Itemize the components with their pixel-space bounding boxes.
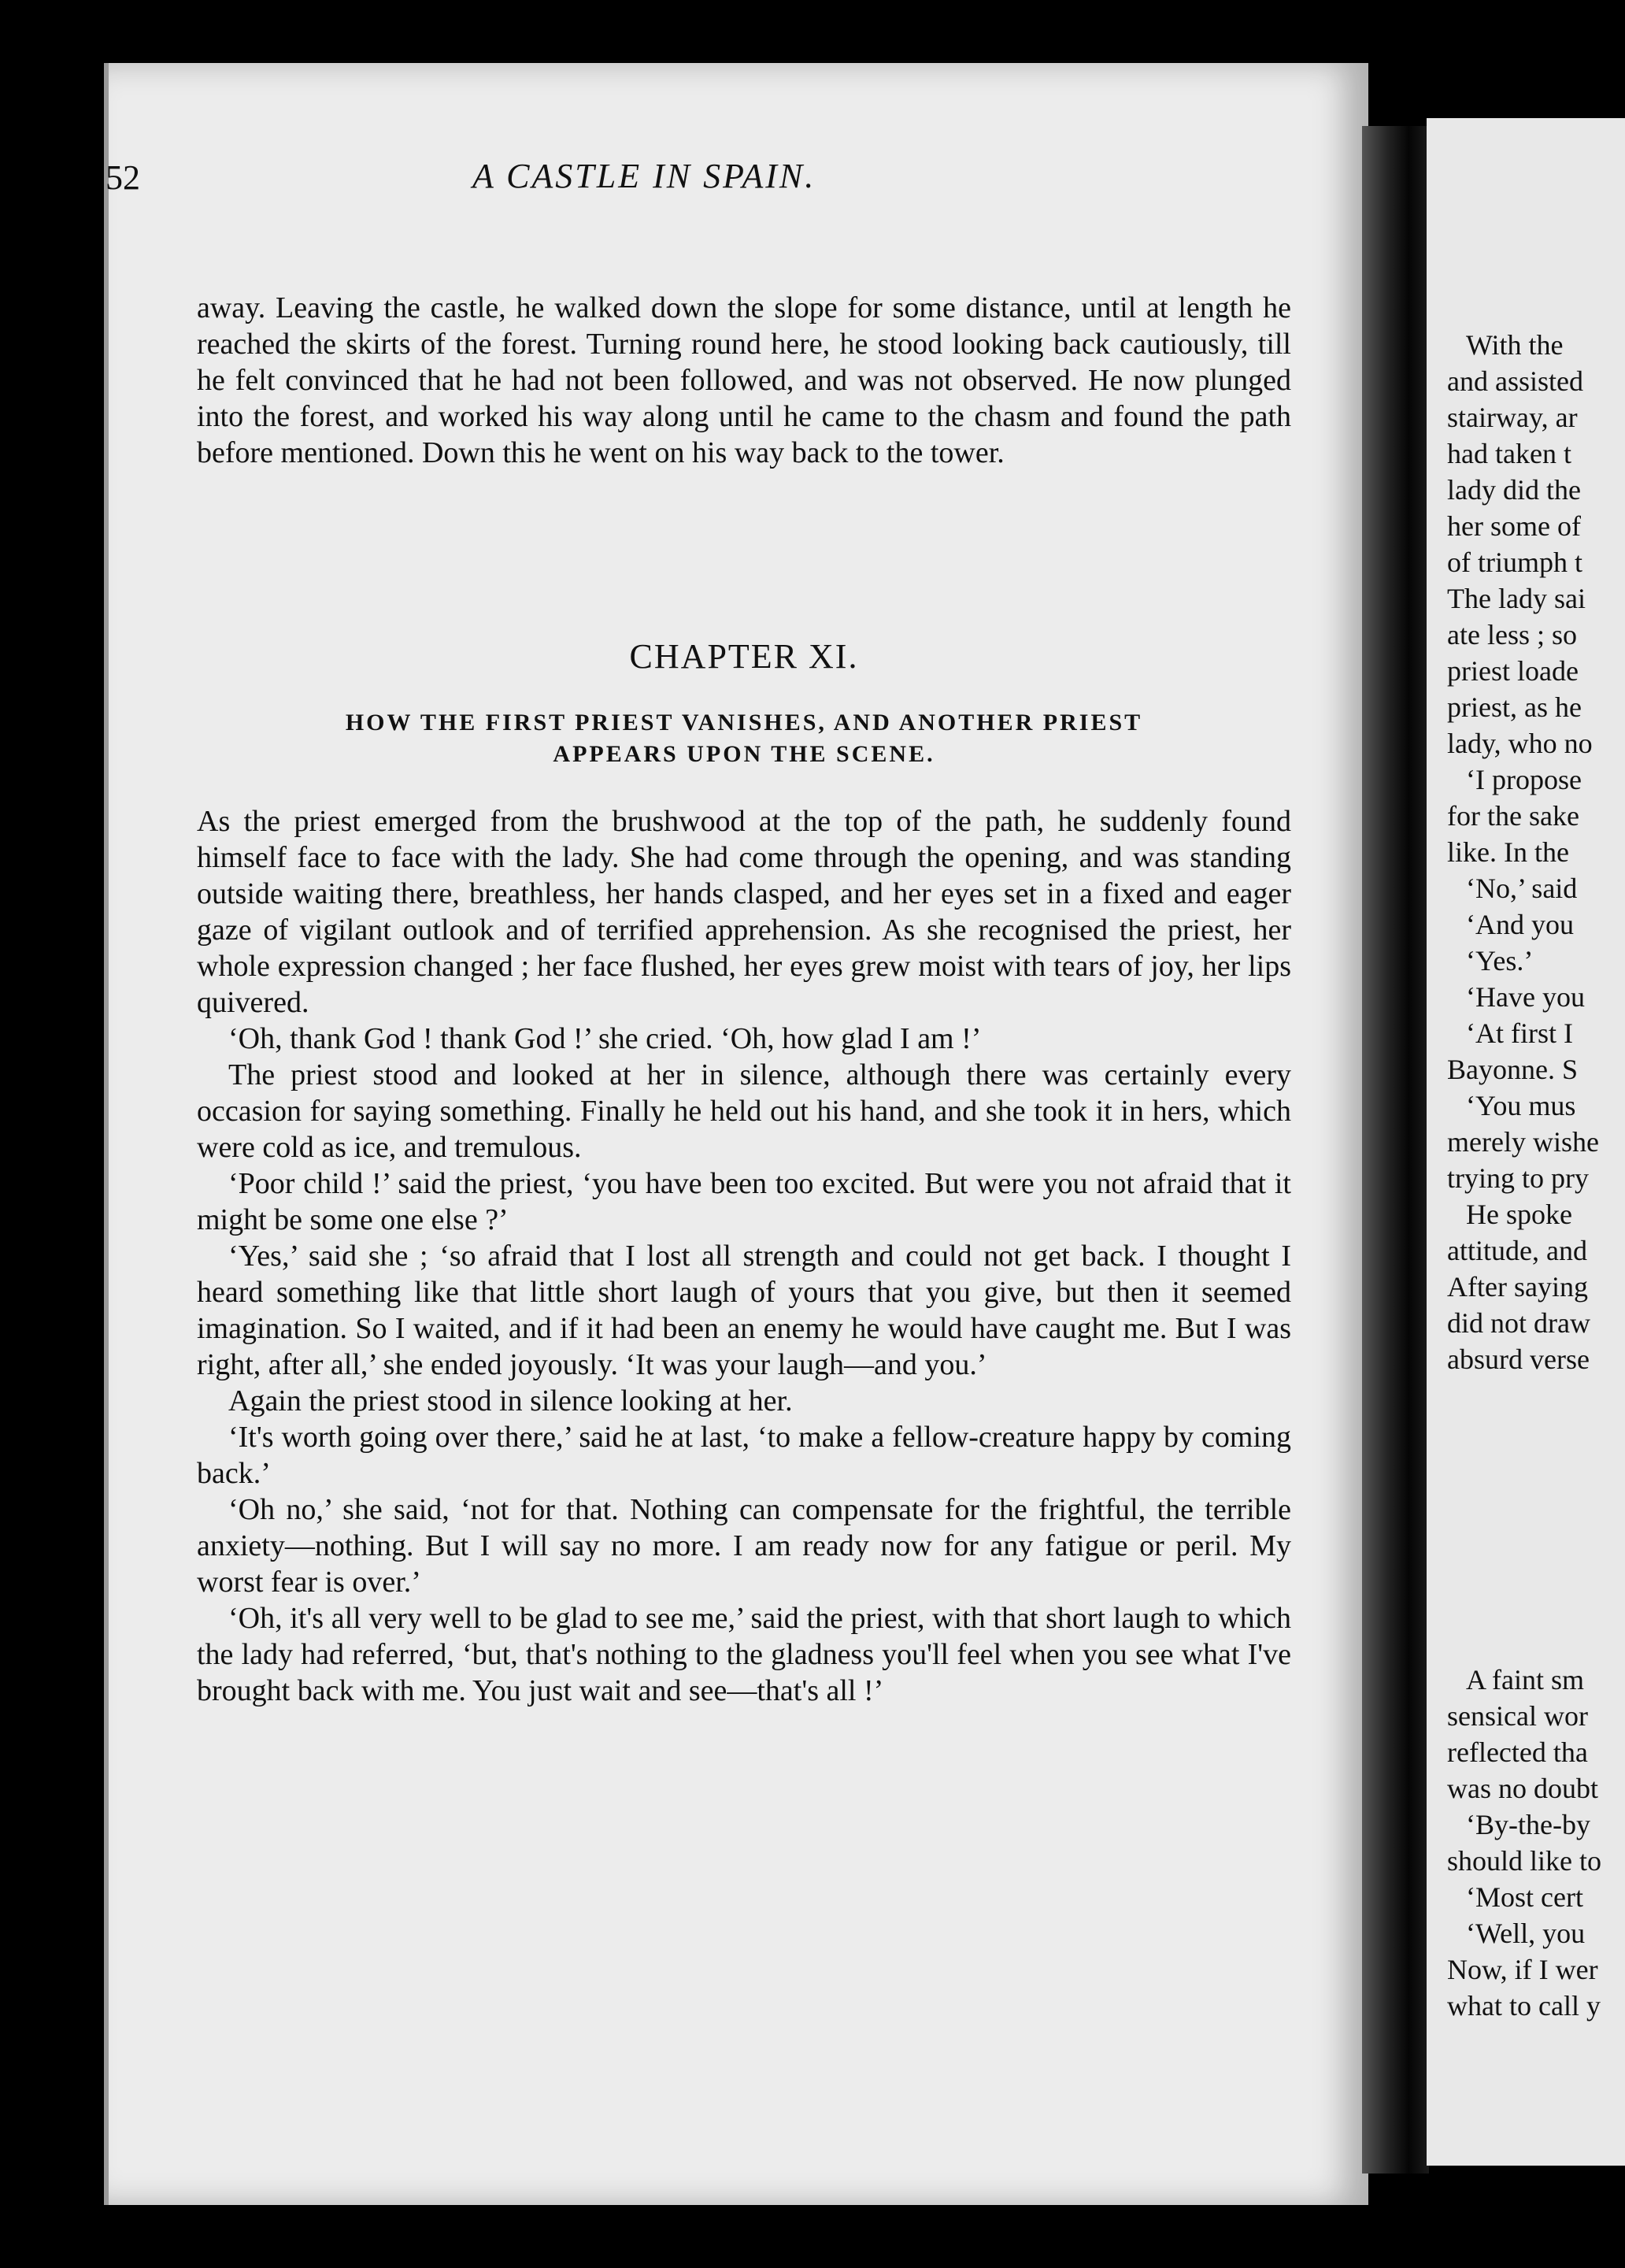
chapter-subtitle-line-1: HOW THE FIRST PRIEST VANISHES, AND ANOTHER PRIEST: [345, 710, 1143, 736]
right-line: absurd verse: [1447, 1343, 1590, 1375]
chapter-body: [197, 803, 1291, 1709]
right-line: her some of: [1447, 510, 1581, 542]
right-line: of triumph t: [1447, 547, 1582, 578]
right-line: what to call y: [1447, 1990, 1601, 2022]
right-line: had taken t: [1447, 438, 1571, 469]
right-line: priest loade: [1447, 655, 1579, 687]
right-line: ‘Well, you: [1466, 1918, 1586, 1949]
right-line: ‘You mus: [1466, 1090, 1576, 1121]
right-line: ‘I propose: [1466, 764, 1582, 795]
right-line: lady, who no: [1447, 728, 1593, 759]
right-line: A faint sm: [1466, 1664, 1584, 1695]
right-line: ‘No,’ said: [1466, 873, 1578, 904]
right-line: did not draw: [1447, 1307, 1590, 1339]
chapter-subtitle: [197, 707, 1291, 770]
right-line: He spoke: [1466, 1199, 1572, 1230]
right-line: should like to: [1447, 1845, 1601, 1877]
chapter-subtitle-line-2: APPEARS UPON THE SCENE.: [553, 741, 935, 767]
book-gutter: [1362, 126, 1429, 2174]
right-line: and assisted: [1447, 365, 1583, 397]
paragraph: ‘Yes,’ said she ; ‘so afraid that I lost all strength and could not get back. I thought I heard something like that little short laugh of yours that you give, but then it seemed imagination. So I waited, and if it had been an enemy he would have caught me. But I was right, after all,’ she ended joyously. ‘It was your laugh—and you.’: [197, 1240, 1291, 1381]
right-line: ‘And you: [1466, 909, 1574, 940]
paragraph: ‘Oh, thank God ! thank God !’ she cried. ‘Oh, how glad I am !’: [228, 1022, 982, 1055]
right-page-text-bottom: [1447, 1662, 1625, 2024]
right-page: [1427, 118, 1625, 2166]
paragraph: The priest stood and looked at her in silence, although there was certainly every occasion for saying something. Finally he held out his hand, and she took it in hers, which were cold as ice, and tremulous.: [197, 1058, 1291, 1164]
right-line: reflected tha: [1447, 1736, 1588, 1768]
right-line: sensical wor: [1447, 1700, 1588, 1732]
right-line: The lady sai: [1447, 583, 1586, 614]
running-head: A CASTLE IN SPAIN.: [472, 157, 816, 195]
paragraph: ‘Oh no,’ she said, ‘not for that. Nothing can compensate for the frightful, the terrible anxiety—nothing. But I will say no more. I am ready now for any fatigue or peril. My worst fear is over.’: [197, 1493, 1291, 1599]
right-line: ate less ; so: [1447, 619, 1577, 650]
right-line: merely wishe: [1447, 1126, 1599, 1158]
right-line: ‘By-the-by: [1466, 1809, 1590, 1840]
right-line: ‘Most cert: [1466, 1881, 1583, 1913]
right-line: for the sake: [1447, 800, 1579, 832]
right-line: like. In the: [1447, 836, 1569, 868]
right-line: Now, if I wer: [1447, 1954, 1598, 1985]
paragraph: ‘Oh, it's all very well to be glad to see me,’ said the priest, with that short laugh to which the lady had referred, ‘but, that's nothing to the gladness you'll feel when you see what I've brought back with me. You just wait and see—that's all !’: [197, 1602, 1291, 1707]
right-line: ‘Have you: [1466, 981, 1585, 1013]
right-line: Bayonne. S: [1447, 1054, 1578, 1085]
right-line: priest, as he: [1447, 691, 1582, 723]
right-line: lady did the: [1447, 474, 1581, 506]
top-paragraph-block: [197, 290, 1291, 471]
chapter-title: CHAPTER XI.: [629, 637, 859, 676]
right-line: ‘Yes.’: [1466, 945, 1534, 976]
top-paragraph: away. Leaving the castle, he walked down the slope for some distance, until at length he reached the skirts of the forest. Turning round here, he stood looking back cautiously, till he felt convinced that he had not been followed, and was not observed. He now plunged into the forest, and worked his way along until he came to the chasm and found the path before mentioned. Down this he went on his way back to the tower.: [197, 291, 1291, 469]
paragraph: ‘Poor child !’ said the priest, ‘you have been too excited. But were you not afraid that it might be some one else ?’: [197, 1167, 1291, 1236]
page-number: 52: [105, 158, 140, 197]
right-line: stairway, ar: [1447, 402, 1578, 433]
right-line: attitude, and: [1447, 1235, 1587, 1266]
paragraph: As the priest emerged from the brushwood at the top of the path, he suddenly found himself face to face with the lady. She had come through the opening, and was standing outside waiting there, breathless, her hands clasped, and her eyes set in a fixed and eager gaze of vigilant outlook and of terrified apprehension. As she recognised the priest, her whole expression changed ; her face flushed, her eyes grew moist with tears of joy, her lips quivered.: [197, 805, 1291, 1019]
right-line: trying to pry: [1447, 1162, 1589, 1194]
right-line: After saying: [1447, 1271, 1588, 1303]
right-page-text-top: [1447, 327, 1625, 1377]
right-line: With the: [1466, 329, 1564, 361]
right-line: was no doubt: [1447, 1773, 1598, 1804]
right-line: ‘At first I: [1466, 1017, 1573, 1049]
paragraph: ‘It's worth going over there,’ said he at last, ‘to make a fellow-creature happy by coming back.’: [197, 1421, 1291, 1490]
paragraph: Again the priest stood in silence looking at her.: [228, 1384, 793, 1418]
